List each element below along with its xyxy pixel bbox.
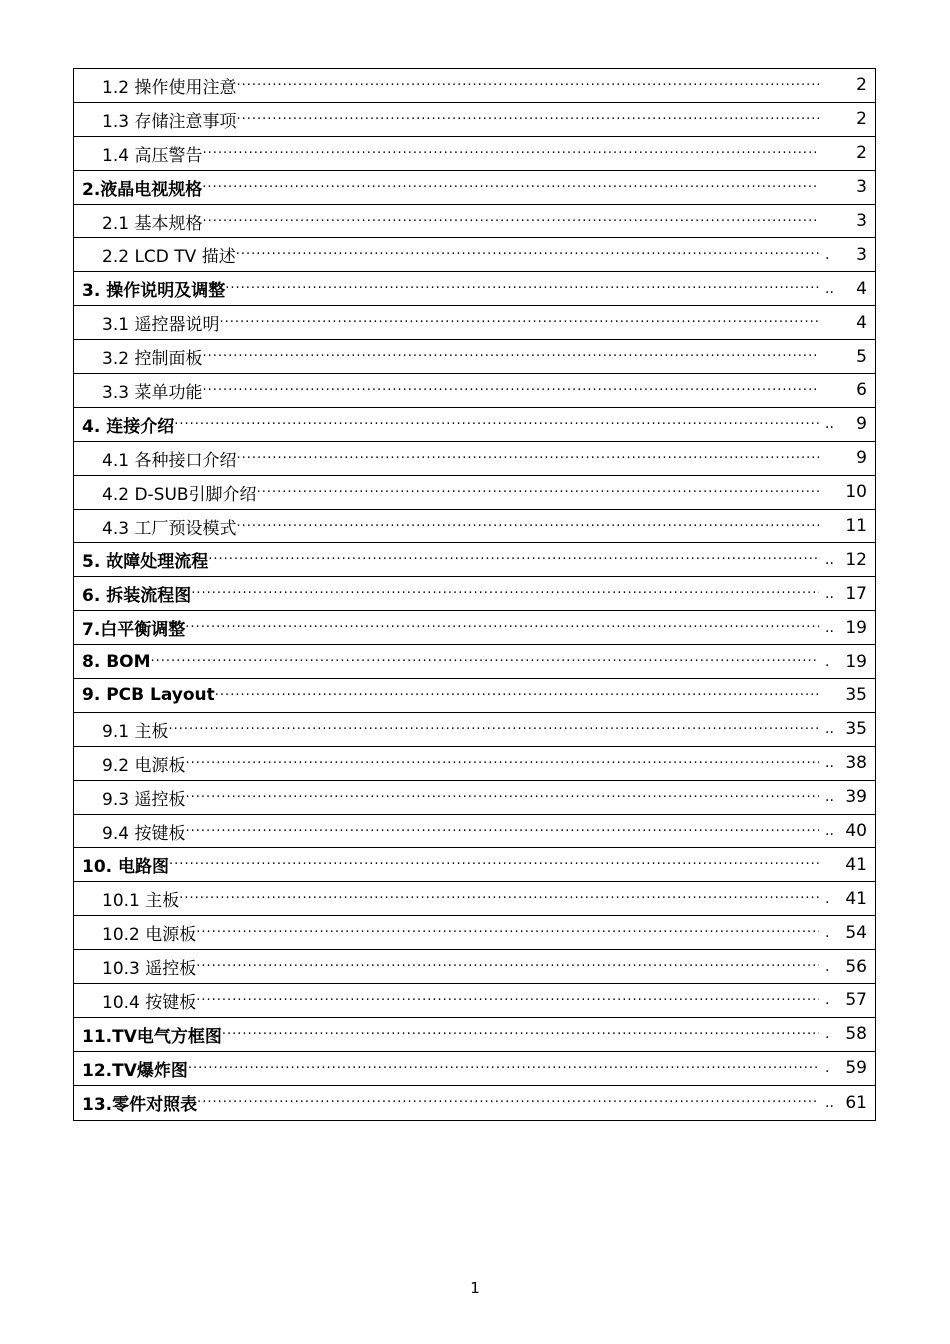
toc-row[interactable] [74, 306, 875, 340]
toc-row[interactable] [74, 848, 875, 882]
toc-dot-leader [236, 112, 819, 127]
toc-page-number: 59 [845, 1058, 867, 1079]
toc-entry-label: 10. 电路图 [82, 857, 170, 878]
toc-leader-tail: .. [825, 619, 834, 636]
toc-entry-label: 11.TV电气方框图 [82, 1026, 222, 1047]
toc-entry-label: 12.TV爆炸图 [82, 1060, 188, 1081]
toc-dot-leader [215, 688, 819, 703]
toc-row[interactable] [74, 1052, 875, 1086]
toc-dot-leader [222, 1027, 819, 1042]
toc-page-number: 10 [845, 482, 867, 503]
toc-entry-label: 4.2 D-SUB引脚介绍 [102, 484, 257, 505]
toc-dot-leader [219, 315, 819, 330]
toc-leader-tail: . [825, 246, 830, 263]
toc-entry-label: 10.2 电源板 [102, 925, 197, 946]
toc-row[interactable] [74, 238, 875, 272]
toc-entry-label: 9.1 主板 [102, 721, 169, 742]
toc-row[interactable] [74, 577, 875, 611]
toc-dot-leader [174, 417, 819, 432]
toc-leader-tail: . [825, 992, 830, 1009]
toc-dot-leader [151, 654, 819, 669]
toc-row[interactable] [74, 611, 875, 645]
toc-entry-label: 9.3 遥控板 [102, 789, 186, 810]
toc-leader-tail: . [825, 1026, 830, 1043]
toc-entry-label: 4.3 工厂预设模式 [102, 518, 237, 539]
toc-dot-leader [257, 485, 819, 500]
toc-page-number: 12 [845, 549, 867, 570]
toc-row[interactable] [74, 272, 875, 306]
toc-row[interactable] [74, 645, 875, 679]
toc-dot-leader [168, 722, 819, 737]
toc-row[interactable] [74, 374, 875, 408]
toc-page-number: 2 [856, 143, 867, 164]
toc-entry-label: 10.3 遥控板 [102, 959, 197, 980]
toc-page-number: 56 [845, 956, 867, 977]
toc-leader-tail: .. [825, 551, 834, 568]
toc-page-number: 17 [845, 583, 867, 604]
toc-dot-leader [179, 891, 819, 906]
toc-row[interactable] [74, 950, 875, 984]
toc-row[interactable] [74, 476, 875, 510]
toc-row[interactable] [74, 340, 875, 374]
toc-row[interactable] [74, 984, 875, 1018]
toc-leader-tail: . [825, 890, 830, 907]
toc-rows [74, 69, 875, 1120]
toc-page-number: 35 [845, 685, 867, 706]
toc-page-number: 4 [856, 278, 867, 299]
toc-entry-label: 9.2 电源板 [102, 755, 186, 776]
toc-leader-tail: .. [825, 585, 834, 602]
toc-page-number: 3 [856, 211, 867, 231]
toc-leader-tail: .. [825, 789, 834, 806]
toc-dot-leader [202, 349, 819, 364]
toc-page-number: 3 [856, 244, 867, 265]
toc-leader-tail: .. [825, 755, 834, 772]
toc-page-number: 41 [845, 888, 867, 909]
toc-page-number: 9 [856, 448, 867, 469]
toc-row[interactable] [74, 205, 875, 239]
toc-dot-leader [196, 959, 819, 974]
toc-entry-label: 3. 操作说明及调整 [82, 281, 226, 302]
toc-dot-leader [202, 383, 819, 398]
toc-row[interactable] [74, 543, 875, 577]
toc-entry-label: 13.零件对照表 [82, 1095, 198, 1116]
toc-dot-leader [185, 620, 819, 635]
toc-leader-tail: .. [825, 721, 834, 738]
toc-page-number: 54 [845, 922, 867, 943]
toc-entry-label: 7.白平衡调整 [82, 620, 186, 641]
toc-dot-leader [236, 78, 819, 93]
toc-dot-leader [202, 180, 819, 195]
toc-entry-label: 1.2 操作使用注意 [102, 77, 237, 98]
toc-dot-leader [188, 1061, 819, 1076]
toc-page-number: 35 [845, 719, 867, 740]
toc-entry-label: 10.1 主板 [102, 891, 180, 912]
toc-dot-leader [236, 451, 819, 466]
toc-dot-leader [202, 146, 819, 161]
toc-page-number: 58 [845, 1024, 867, 1045]
toc-page-number: 38 [845, 753, 867, 774]
toc-dot-leader [169, 857, 819, 872]
toc-dot-leader [185, 824, 819, 839]
footer-page-number: 1 [470, 1279, 480, 1297]
table-of-contents [73, 68, 876, 1121]
toc-row[interactable] [74, 1086, 875, 1120]
toc-entry-label: 10.4 按键板 [102, 992, 197, 1013]
toc-dot-leader [185, 756, 819, 771]
toc-row[interactable] [74, 137, 875, 171]
toc-leader-tail: . [825, 1060, 830, 1077]
toc-dot-leader [236, 247, 819, 262]
toc-row[interactable] [74, 747, 875, 781]
toc-page-number: 5 [856, 346, 867, 367]
toc-leader-tail: .. [825, 823, 834, 840]
toc-entry-label: 5. 故障处理流程 [82, 552, 209, 573]
toc-leader-tail: . [825, 653, 830, 670]
toc-dot-leader [191, 586, 819, 601]
toc-row[interactable] [74, 408, 875, 442]
toc-leader-tail: . [825, 924, 830, 941]
toc-page-number: 4 [856, 312, 867, 333]
toc-leader-tail: . [825, 958, 830, 975]
toc-entry-label: 2.2 LCD TV 描述 [102, 247, 236, 268]
toc-page-number: 19 [845, 651, 867, 672]
toc-dot-leader [208, 552, 819, 567]
toc-row[interactable] [74, 103, 875, 137]
toc-dot-leader [197, 1095, 819, 1110]
toc-entry-label: 2.液晶电视规格 [82, 179, 203, 200]
toc-entry-label: 9. PCB Layout [82, 685, 215, 706]
toc-row[interactable] [74, 882, 875, 916]
toc-entry-label: 1.3 存储注意事项 [102, 111, 237, 132]
toc-entry-label: 6. 拆装流程图 [82, 586, 192, 607]
toc-page-number: 2 [856, 109, 867, 130]
toc-page-number: 40 [845, 821, 867, 842]
toc-row[interactable] [74, 510, 875, 544]
toc-page-number: 19 [845, 617, 867, 638]
toc-dot-leader [225, 281, 819, 296]
toc-leader-tail: .. [825, 1094, 834, 1111]
toc-row[interactable] [74, 781, 875, 815]
toc-page-number: 11 [845, 516, 867, 537]
toc-row[interactable] [74, 916, 875, 950]
toc-page-number: 41 [845, 854, 867, 875]
toc-page-number: 3 [856, 177, 867, 198]
toc-row[interactable] [74, 171, 875, 205]
toc-leader-tail: .. [825, 280, 834, 297]
toc-entry-label: 8. BOM [82, 651, 151, 672]
toc-entry-label: 4. 连接介绍 [82, 416, 175, 437]
toc-row[interactable] [74, 442, 875, 476]
toc-entry-label: 1.4 高压警告 [102, 145, 203, 166]
toc-entry-label: 9.4 按键板 [102, 823, 186, 844]
toc-page-number: 57 [845, 990, 867, 1011]
toc-dot-leader [196, 993, 819, 1008]
toc-dot-leader [236, 519, 819, 534]
toc-page-number: 9 [856, 414, 867, 435]
toc-page-number: 39 [845, 787, 867, 808]
toc-row[interactable] [74, 713, 875, 747]
toc-leader-tail: .. [825, 416, 834, 433]
toc-row[interactable] [74, 1018, 875, 1052]
toc-dot-leader [202, 214, 819, 229]
toc-page-number: 61 [845, 1092, 867, 1113]
toc-entry-label: 2.1 基本规格 [102, 213, 203, 234]
toc-page-number: 6 [856, 380, 867, 401]
toc-dot-leader [185, 790, 819, 805]
toc-entry-label: 3.3 菜单功能 [102, 382, 203, 403]
toc-row[interactable] [74, 679, 875, 713]
toc-entry-label: 4.1 各种接口介绍 [102, 450, 237, 471]
toc-entry-label: 3.2 控制面板 [102, 349, 203, 370]
toc-row[interactable] [74, 815, 875, 849]
toc-entry-label: 3.1 遥控器说明 [102, 315, 220, 336]
toc-dot-leader [196, 925, 819, 940]
toc-row[interactable] [74, 69, 875, 103]
toc-page-number: 2 [856, 75, 867, 96]
